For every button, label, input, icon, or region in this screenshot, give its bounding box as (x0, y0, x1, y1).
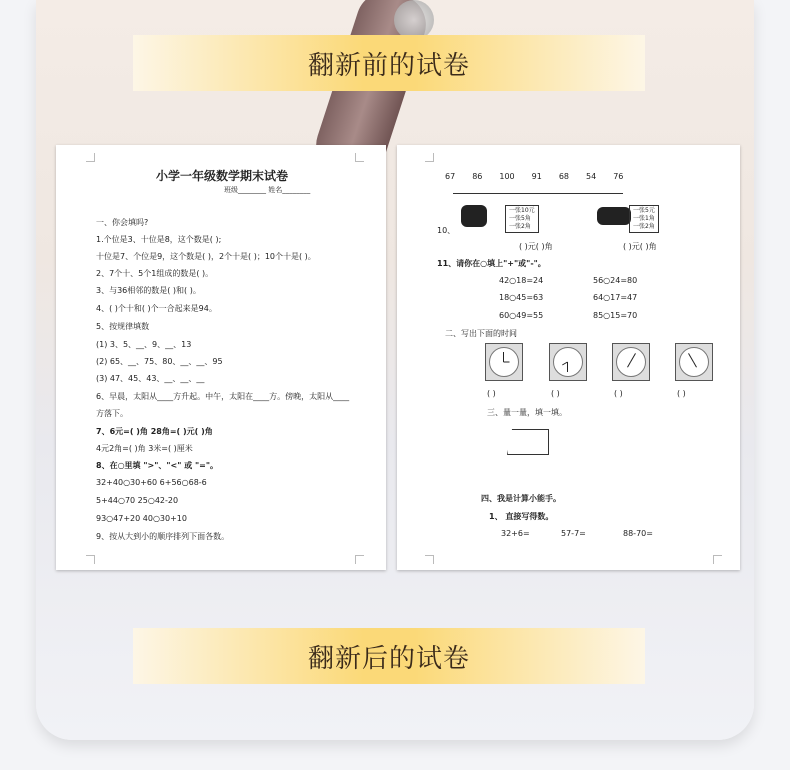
money-item: 一张2角 (633, 223, 655, 230)
money-item: 一张1角 (633, 215, 655, 222)
question-line: 一、你会填吗? (96, 218, 149, 227)
question-line: 三、量一量，填一填。 (487, 408, 567, 417)
money-answer: ( )元( )角 (623, 242, 657, 251)
crop-mark (425, 153, 434, 162)
banner-after (133, 628, 645, 684)
question-line: 十位是7、个位是9，这个数是( )，2个十是( )；10个十是( )。 (96, 252, 316, 261)
equation: 64○17=47 (593, 293, 638, 302)
calc-item: 57-7= (561, 529, 586, 538)
money-box-left (505, 205, 539, 233)
banner-after-label: 翻新后的试卷 (307, 643, 470, 674)
equation: 56○24=80 (593, 276, 638, 285)
crop-mark (425, 555, 434, 564)
equation: 18○45=63 (499, 293, 544, 302)
class-name-field: 班级________ 姓名________ (224, 186, 311, 194)
clock-icon (612, 343, 650, 381)
equation: 42○18=24 (499, 276, 544, 285)
trapezoid-shape (507, 429, 549, 455)
question-line: (2) 65、__、75、80、__、__、95 (96, 357, 223, 366)
crop-mark (713, 555, 722, 564)
number-item: 67 (445, 172, 456, 181)
number-item: 54 (586, 172, 597, 181)
clock-answer: ( ) (487, 389, 496, 398)
exam-title: 小学一年级数学期末试卷 (156, 169, 289, 183)
question-line: 四、我是计算小能手。 (481, 494, 561, 503)
number-item: 76 (613, 172, 624, 181)
clock-answer: ( ) (614, 389, 623, 398)
question-line: 11、请你在○填上"+"或"-"。 (437, 259, 546, 268)
question-line: (1) 3、5、__、9、__、13 (96, 340, 192, 349)
number-item: 100 (499, 172, 515, 181)
question-line: 9、按从大到小的顺序排列下面各数。 (96, 532, 230, 541)
banner-before-label: 翻新前的试卷 (307, 50, 470, 81)
exam-sheet-before (56, 145, 386, 570)
crop-mark (86, 153, 95, 162)
clock-answer: ( ) (677, 389, 686, 398)
question-line: 2、7个十、5个1组成的数是( )。 (96, 269, 214, 278)
clock-icon (549, 343, 587, 381)
number-row (445, 172, 640, 181)
crop-mark (355, 153, 364, 162)
money-box-right (629, 205, 659, 233)
question-line: 32+40○30+60 6+56○68-6 (96, 478, 207, 487)
clock-icon (675, 343, 713, 381)
money-item: 一张5角 (509, 215, 531, 222)
calc-item: 88-70= (623, 529, 653, 538)
plane-image (597, 207, 631, 225)
pen-cap-image (394, 0, 434, 40)
question-line: 3、与36相邻的数是( )和( )。 (96, 286, 201, 295)
money-item: 一张2角 (509, 223, 531, 230)
exam-sheet-before-page2 (397, 145, 740, 570)
equation: 60○49=55 (499, 311, 544, 320)
equation: 85○15=70 (593, 311, 638, 320)
number-item: 68 (558, 172, 570, 181)
money-item: 一张10元 (509, 207, 535, 214)
crop-mark (355, 555, 364, 564)
question-line: 方落下。 (96, 409, 128, 418)
question-line: (3) 47、45、43、__、__、__ (96, 374, 205, 383)
question-line: 4、( )个十和( )个一合起来是94。 (96, 304, 217, 313)
question-line: 二、写出下面的时间 (445, 329, 517, 338)
question-line: 8、在○里填 ">"、"<" 或 "="。 (96, 461, 219, 470)
question-line: 6、早晨，太阳从____方升起。中午，太阳在____方。傍晚，太阳从____ (96, 392, 350, 401)
question-label: 10、 (437, 226, 456, 235)
money-answer: ( )元( )角 (519, 242, 553, 251)
question-line: 93○47+20 40○30+10 (96, 514, 187, 523)
money-item: 一张5元 (633, 207, 655, 214)
question-line: 7、6元=( )角 28角=( )元( )角 (96, 427, 213, 436)
question-line: 1.个位是3、十位是8，这个数是( ); (96, 235, 222, 244)
question-line: 5、按规律填数 (96, 322, 150, 331)
number-item: 86 (472, 172, 483, 181)
number-item: 91 (531, 172, 542, 181)
answer-line (453, 193, 623, 194)
toy-image (461, 205, 487, 227)
clock-icon (485, 343, 523, 381)
question-line: 1、 直接写得数。 (489, 512, 554, 521)
question-line: 5+44○70 25○42-20 (96, 496, 179, 505)
background-card (36, 0, 754, 740)
banner-before (133, 35, 645, 91)
crop-mark (86, 555, 95, 564)
clock-answer: ( ) (551, 389, 560, 398)
question-line: 4元2角=( )角 3米=( )厘米 (96, 444, 193, 453)
calc-item: 32+6= (501, 529, 530, 538)
